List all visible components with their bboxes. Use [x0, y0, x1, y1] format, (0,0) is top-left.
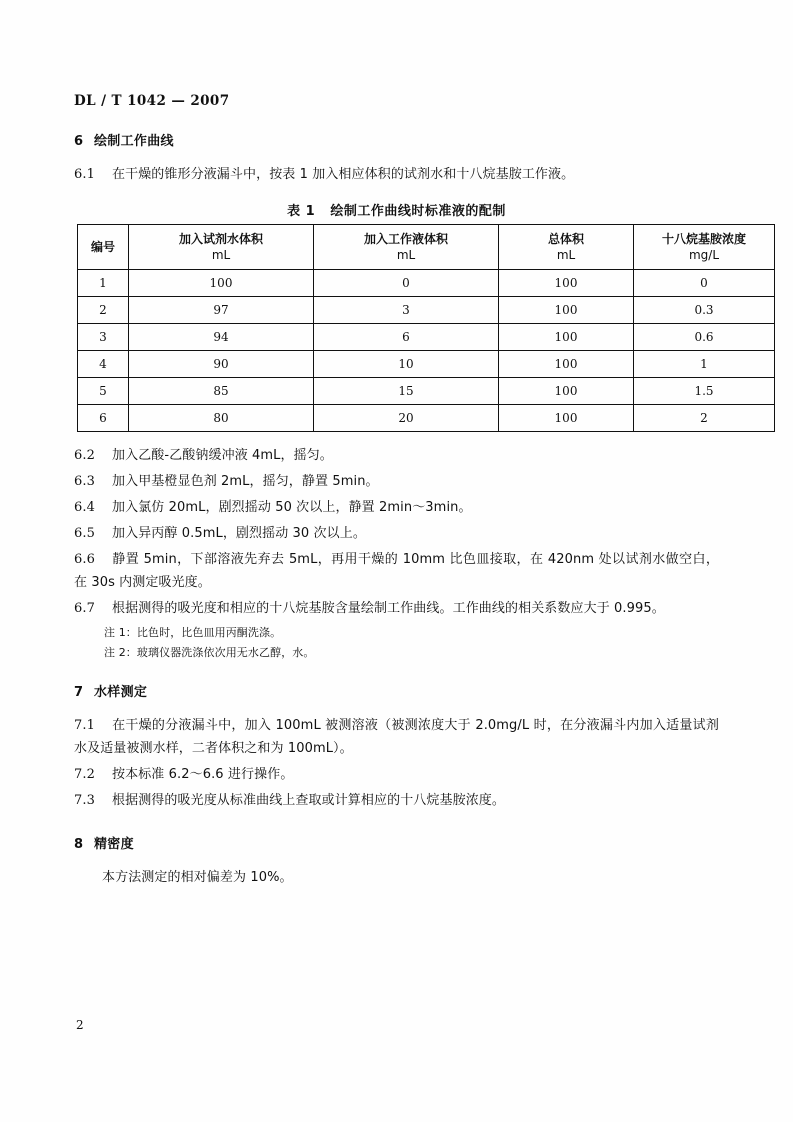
table-header-working-solution-title: 加入工作液体积 [363, 232, 448, 246]
section-heading-7 [74, 681, 719, 700]
table-header-total-volume-unit: mL [556, 248, 576, 262]
cell-total: 100 [499, 378, 634, 405]
cell-concentration: 1.5 [634, 378, 775, 405]
table-header-no-title: 编号 [90, 240, 115, 254]
paragraph-6-6 [74, 548, 719, 594]
cell-reagent-water: 80 [129, 405, 314, 432]
section-7-number: 7 [74, 685, 84, 700]
cell-no: 5 [78, 378, 129, 405]
spacer-after-table [74, 432, 719, 444]
cell-working-solution: 20 [314, 405, 499, 432]
page-number: 2 [76, 1018, 84, 1032]
table-header-concentration-title: 十八烷基胺浓度 [661, 232, 746, 246]
cell-reagent-water: 90 [129, 351, 314, 378]
table-row [78, 324, 775, 351]
cell-working-solution: 0 [314, 270, 499, 297]
table-header-row [78, 225, 775, 270]
cell-no: 4 [78, 351, 129, 378]
paragraph-6-4 [74, 496, 719, 519]
cell-reagent-water: 97 [129, 297, 314, 324]
table-1 [77, 224, 775, 432]
table-header-no [78, 225, 129, 270]
paragraph-6-7-number: 6.7 [74, 601, 95, 616]
cell-total: 100 [499, 270, 634, 297]
table-1-caption-label: 表 1 [287, 204, 316, 219]
section-8-number: 8 [74, 837, 84, 852]
cell-working-solution: 10 [314, 351, 499, 378]
cell-reagent-water: 94 [129, 324, 314, 351]
table-row [78, 378, 775, 405]
table-header-concentration-unit: mg/L [688, 248, 720, 262]
paragraph-6-5-number: 6.5 [74, 526, 95, 541]
table-header-working-solution-unit: mL [396, 248, 416, 262]
paragraph-6-3-number: 6.3 [74, 474, 95, 489]
table-header-total-volume-title: 总体积 [547, 232, 584, 246]
table-row [78, 405, 775, 432]
cell-working-solution: 3 [314, 297, 499, 324]
paragraph-7-1-number: 7.1 [74, 718, 95, 733]
paragraph-6-5-text: 加入异丙醇 0.5mL，剧烈摇动 30 次以上。 [112, 526, 366, 541]
cell-concentration: 0.3 [634, 297, 775, 324]
cell-reagent-water: 85 [129, 378, 314, 405]
table-1-body [78, 270, 775, 432]
paragraph-6-7-text: 根据测得的吸光度和相应的十八烷基胺含量绘制工作曲线。工作曲线的相关系数应大于 0.995。 [112, 601, 665, 616]
section-6-title: 绘制工作曲线 [94, 134, 174, 149]
cell-no: 2 [78, 297, 129, 324]
table-row [78, 270, 775, 297]
paragraph-7-3 [74, 789, 719, 812]
paragraph-7-1 [74, 714, 719, 760]
table-row [78, 297, 775, 324]
paragraph-6-1 [74, 163, 719, 186]
table-1-caption [74, 200, 719, 219]
paragraph-6-6-text: 静置 5min，下部溶液先弃去 5mL，再用干燥的 10mm 比色皿接取，在 420nm 处以试剂水做空白，在 30s 内测定吸光度。 [74, 552, 719, 590]
standard-code-header: DL / T 1042 — 2007 [74, 93, 230, 109]
paragraph-6-2 [74, 444, 719, 467]
table-header-working-solution [314, 225, 499, 270]
cell-concentration: 2 [634, 405, 775, 432]
cell-no: 3 [78, 324, 129, 351]
document-content [74, 130, 746, 889]
paragraph-6-7 [74, 597, 719, 620]
table-header-reagent-water-unit: mL [211, 248, 231, 262]
cell-concentration: 0.6 [634, 324, 775, 351]
paragraph-6-5 [74, 522, 719, 545]
paragraph-6-6-number: 6.6 [74, 552, 95, 567]
spacer-before-section-7 [74, 663, 719, 681]
section-6-number: 6 [74, 134, 84, 149]
paragraph-6-3 [74, 470, 719, 493]
cell-concentration: 0 [634, 270, 775, 297]
paragraph-7-3-number: 7.3 [74, 793, 95, 808]
paragraph-6-1-number: 6.1 [74, 167, 95, 182]
paragraph-7-2-text: 按本标准 6.2～6.6 进行操作。 [112, 767, 294, 782]
cell-working-solution: 15 [314, 378, 499, 405]
cell-working-solution: 6 [314, 324, 499, 351]
section-8-body: 本方法测定的相对偏差为 10%。 [102, 870, 293, 885]
cell-concentration: 1 [634, 351, 775, 378]
cell-total: 100 [499, 405, 634, 432]
cell-no: 6 [78, 405, 129, 432]
paragraph-6-3-text: 加入甲基橙显色剂 2mL，摇匀，静置 5min。 [112, 474, 379, 489]
paragraph-6-2-text: 加入乙酸-乙酸钠缓冲液 4mL，摇匀。 [112, 448, 333, 463]
paragraph-7-2 [74, 763, 719, 786]
cell-reagent-water: 100 [129, 270, 314, 297]
table-header-reagent-water-title: 加入试剂水体积 [178, 232, 263, 246]
paragraph-7-1-text: 在干燥的分液漏斗中，加入 100mL 被测溶液（被测浓度大于 2.0mg/L 时，在分液漏斗内加入适量试剂水及适量被测水样，二者体积之和为 100mL）。 [74, 718, 719, 756]
note-2: 注 2：玻璃仪器洗涤依次用无水乙醇，水。 [104, 646, 315, 659]
section-7-title: 水样测定 [94, 685, 148, 700]
paragraph-6-4-number: 6.4 [74, 500, 95, 515]
table-1-caption-title: 绘制工作曲线时标准液的配制 [330, 204, 506, 219]
cell-no: 1 [78, 270, 129, 297]
table-header-reagent-water [129, 225, 314, 270]
paragraph-7-3-text: 根据测得的吸光度从标准曲线上查取或计算相应的十八烷基胺浓度。 [112, 793, 506, 808]
cell-total: 100 [499, 324, 634, 351]
paragraph-6-4-text: 加入氯仿 20mL，剧烈摇动 50 次以上，静置 2min～3min。 [112, 500, 472, 515]
paragraph-6-2-number: 6.2 [74, 448, 95, 463]
note-1: 注 1：比色时，比色皿用丙酮洗涤。 [104, 626, 282, 639]
table-header-total-volume [499, 225, 634, 270]
cell-total: 100 [499, 351, 634, 378]
paragraph-7-2-number: 7.2 [74, 767, 95, 782]
table-header-concentration [634, 225, 775, 270]
section-8-title: 精密度 [94, 837, 134, 852]
section-heading-8 [74, 833, 719, 852]
cell-total: 100 [499, 297, 634, 324]
table-row [78, 351, 775, 378]
spacer-before-section-8 [74, 815, 719, 833]
section-heading-6 [74, 130, 719, 149]
paragraph-6-1-text: 在干燥的锥形分液漏斗中，按表 1 加入相应体积的试剂水和十八烷基胺工作液。 [112, 167, 575, 182]
